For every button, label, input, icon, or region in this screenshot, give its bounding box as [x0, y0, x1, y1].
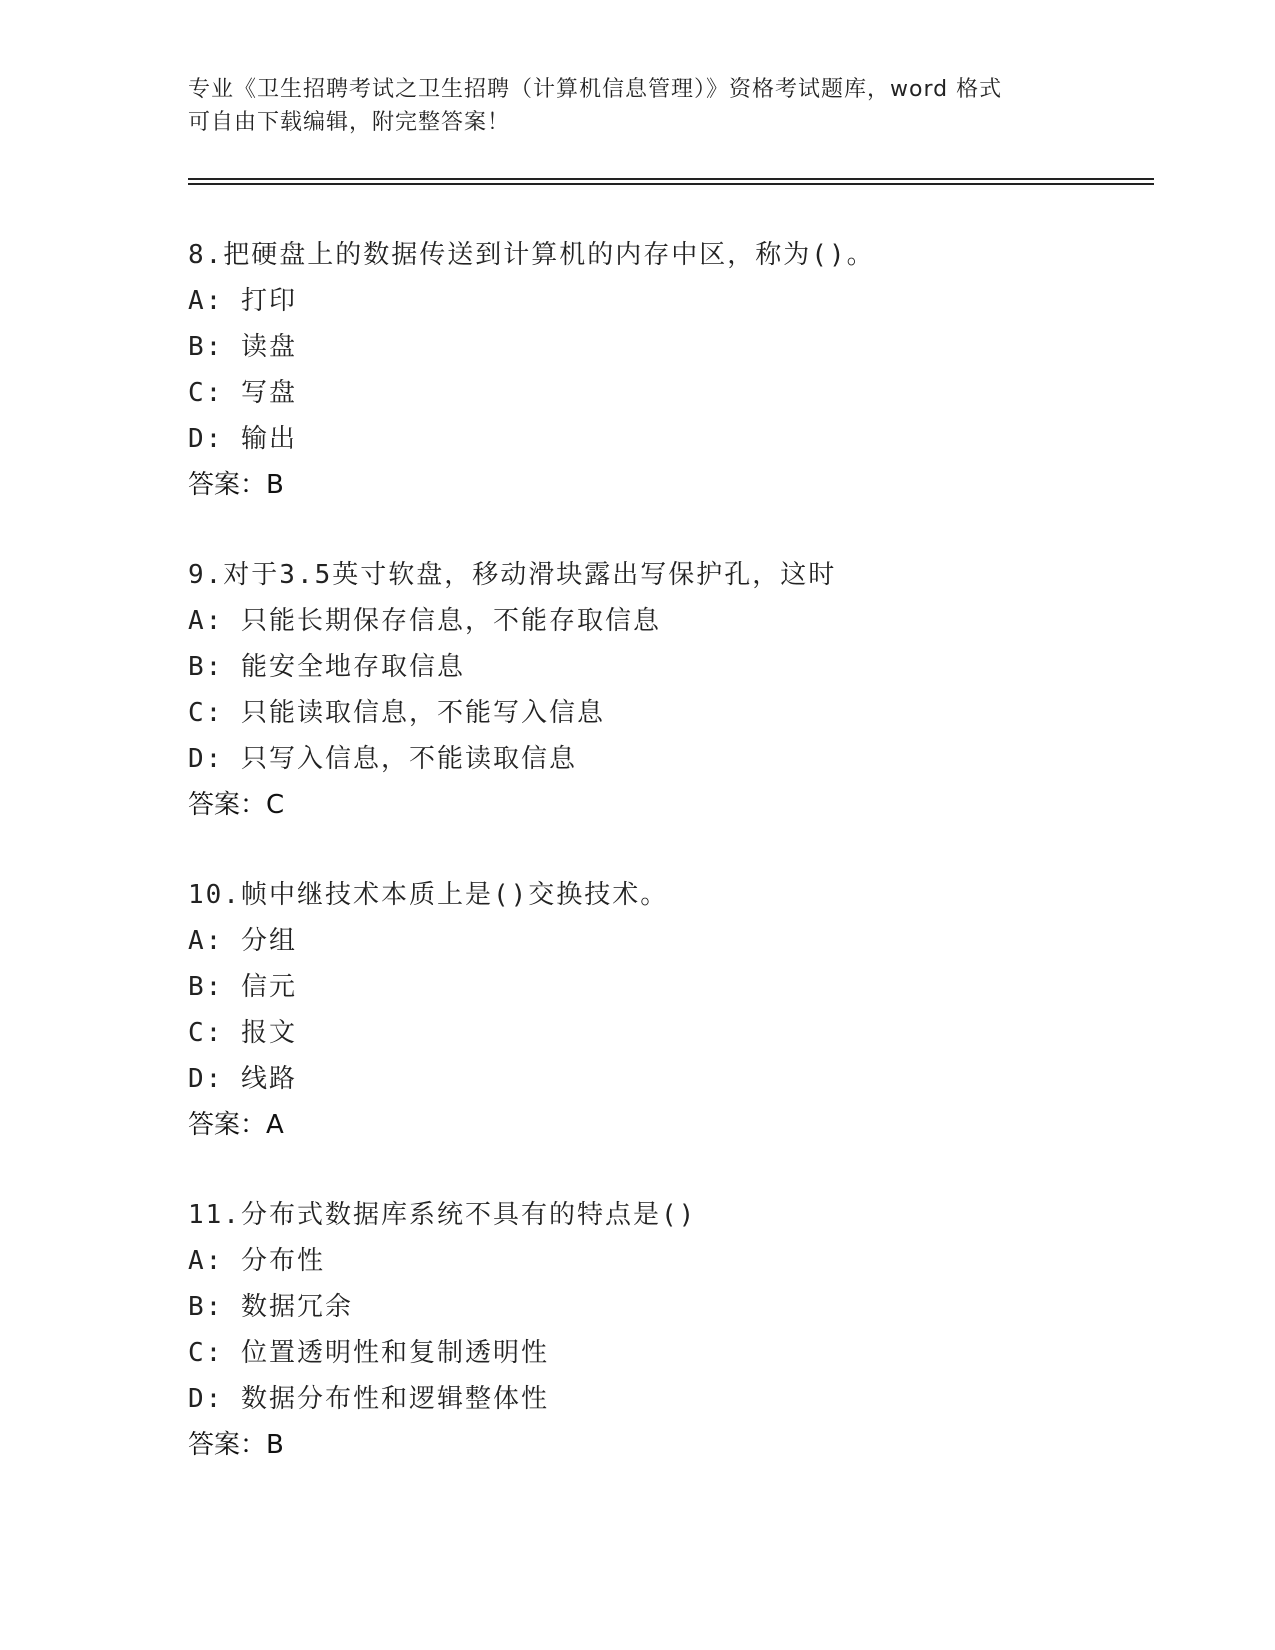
- option-d: D: 线路: [188, 1064, 297, 1094]
- option-c: C: 写盘: [188, 378, 297, 408]
- option-a: A: 打印: [188, 286, 297, 316]
- header-divider-top: [188, 178, 1154, 180]
- header-divider-bottom: [188, 183, 1154, 185]
- question-stem: 11.分布式数据库系统不具有的特点是(): [188, 1200, 697, 1230]
- question-8: [188, 232, 1148, 508]
- answer: 答案：A: [188, 1110, 284, 1140]
- option-b: B: 读盘: [188, 332, 297, 362]
- option-c: C: 位置透明性和复制透明性: [188, 1338, 549, 1368]
- header-line-1: 专业《卫生招聘考试之卫生招聘（计算机信息管理）》资格考试题库，word 格式: [188, 77, 1003, 102]
- question-stem: 8.把硬盘上的数据传送到计算机的内存中区，称为()。: [188, 240, 875, 270]
- option-d: D: 数据分布性和逻辑整体性: [188, 1384, 549, 1414]
- option-d: D: 输出: [188, 424, 297, 454]
- option-b: B: 信元: [188, 972, 297, 1002]
- document-header: [188, 73, 1088, 139]
- header-line-2: 可自由下载编辑，附完整答案！: [188, 110, 511, 135]
- option-a: A: 分组: [188, 926, 297, 956]
- question-stem: 9.对于3.5英寸软盘，移动滑块露出写保护孔，这时: [188, 560, 837, 590]
- option-b: B: 能安全地存取信息: [188, 652, 465, 682]
- answer: 答案：B: [188, 1430, 284, 1460]
- question-11: [188, 1192, 1148, 1468]
- option-c: C: 只能读取信息，不能写入信息: [188, 698, 605, 728]
- option-d: D: 只写入信息，不能读取信息: [188, 744, 577, 774]
- option-b: B: 数据冗余: [188, 1292, 353, 1322]
- option-a: A: 分布性: [188, 1246, 325, 1276]
- answer: 答案：B: [188, 470, 284, 500]
- answer: 答案：C: [188, 790, 285, 820]
- option-c: C: 报文: [188, 1018, 297, 1048]
- question-stem: 10.帧中继技术本质上是()交换技术。: [188, 880, 669, 910]
- question-9: [188, 552, 1148, 828]
- option-a: A: 只能长期保存信息，不能存取信息: [188, 606, 661, 636]
- question-10: [188, 872, 1148, 1148]
